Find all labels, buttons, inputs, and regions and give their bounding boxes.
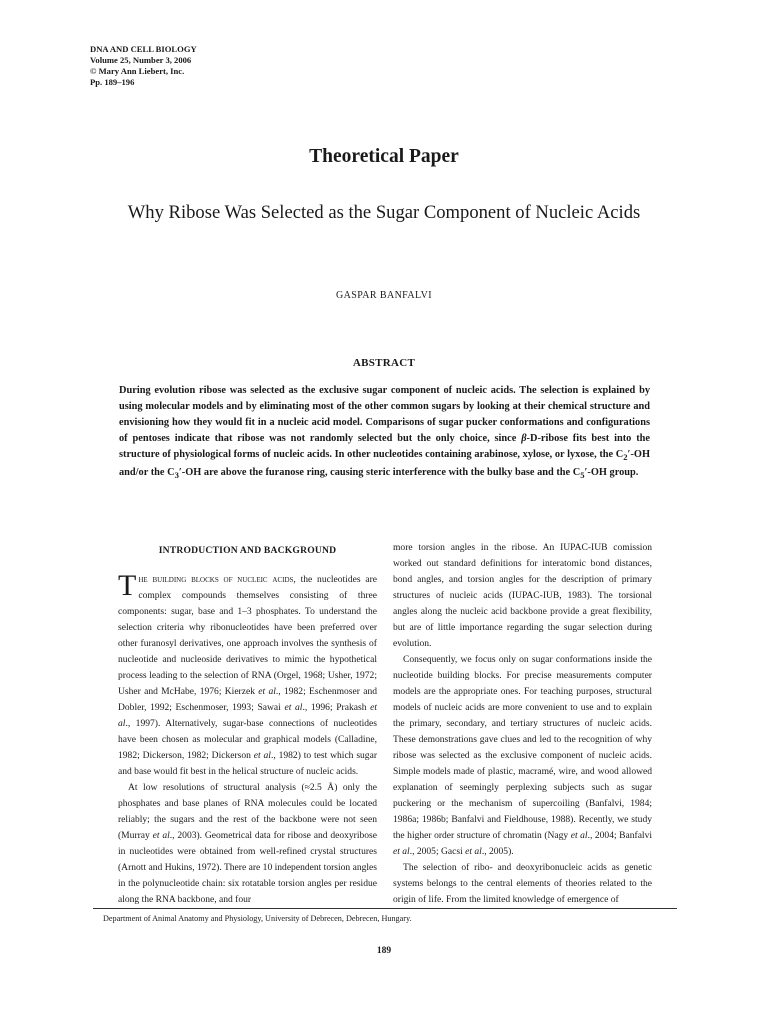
journal-header	[90, 44, 197, 88]
right-paragraph-2: Consequently, we focus only on sugar conformations inside the nucleotide building blocks. For precise measurements computer models are the appropriate ones. For teaching purposes, structural models of nucleic acids are more convenient to use and to explain the primary, secondary, and tertiary structures of nucleic acids. These demonstrations gave clues and led to the recognition of why ribose was selected as the exclusive component of nucleic acids. Simple models made of plastic, macramé, wire, and wood allowed explanation of seemingly perplexing subjects such as sugar puckering or the mechanism of supercoiling (Banfalvi, 1984; 1986a; 1986b; Banfalvi and Fieldhouse, 1988). Recently, we study the higher order structure of chromatin (Nagy et al., 2004; Banfalvi et al., 2005; Gacsi et al., 2005).	[393, 654, 653, 857]
abstract-heading: ABSTRACT	[352, 357, 416, 369]
journal-copyright: © Mary Ann Liebert, Inc.	[90, 66, 185, 76]
drop-cap: T	[118, 569, 137, 602]
paper-type: Theoretical Paper	[309, 146, 459, 167]
section-heading: INTRODUCTION AND BACKGROUND	[158, 545, 337, 556]
right-paragraph-1: more torsion angles in the ribose. An IUPAC-IUB comission worked out standard definitions for interatomic bond distances, bond angles, and torsion angles for the description of primary structures of nucleic acids (IUPAC-IUB, 1983). The torsional angles along the nucleic acid backbone provide a great flexibility, but are of little importance regarding the sugar selection during evolution.	[393, 542, 652, 649]
author-name: GASPAR BANFALVI	[336, 290, 432, 301]
affiliation-footnote: Department of Animal Anatomy and Physiology, University of Debrecen, Debrecen, Hungary.	[103, 914, 412, 923]
right-column	[393, 540, 652, 908]
journal-pages: Pp. 189–196	[90, 77, 135, 87]
abstract-text: During evolution ribose was selected as the exclusive sugar component of nucleic acids. The selection is explained by using molecular models and by eliminating most of the other common sugars by looking at their chemical structure and envisioning how they would fit in a nucleic acid model. Comparisons of sugar pucker conformations and configurations of pentoses indicate that ribose was not randomly selected but the only choice, since β-D-ribose fits best into the structure of physiological forms of nucleic acids. In other nucleotides containing arabinose, xylose, or lyxose, the $C_2'-OH$ and/or the $C_3'-OH$ are above the furanose ring, causing steric interference with the bulky base and the $C_5'-OH$ group.	[119, 385, 650, 481]
intro-paragraph-2: At low resolutions of structural analysis (≈2.5 Å) only the phosphates and base planes of RNA molecules could be located reliably; the sugars and the rest of the backbone were not seen (Murray et al., 2003). Geometrical data for ribose and deoxyribose in nucleotides were obtained from well-refined crystal structures (Arnott and Hukins, 1972). There are 10 independent torsion angles in the polynucleotide chain: six rotatable torsion angles per residue along the RNA backbone, and four	[118, 782, 378, 905]
right-paragraph-3: The selection of ribo- and deoxyribonucleic acids as genetic systems belongs to the central elements of theories related to the origin of life. From the limited knowledge of emergence of	[393, 862, 652, 905]
paper-title: Why Ribose Was Selected as the Sugar Component of Nucleic Acids	[127, 202, 641, 223]
intro-paragraph-1-text: , the nucleotides are complex compounds themselves consisting of three components: sugar, base and 1–3 phosphates. To understand the selection criteria why ribonucleotides have been preferred over other furanosyl derivatives, one approach involves the synthesis of nucleotide and nucleoside derivatives to mimic the hypothetical process leading to the selection of RNA (Orgel, 1968; Usher, 1972; Usher and McHabe, 1976; Kierzek et al., 1982; Eschenmoser and Dobler, 1992; Eschenmoser, 1993; Sawai et al., 1996; Prakash et al., 1997). Alternatively, sugar-base connections of nucleotides have been chosen as molecular and graphical models (Calladine, 1982; Dickerson, 1982; Dickerson et al., 1982) to test which sugar and base would fit best in the helical structure of nucleic acids.	[118, 574, 378, 777]
left-column	[118, 540, 377, 908]
lead-in-smallcaps: he building blocks of nucleic acids	[138, 574, 294, 585]
intro-paragraph-1	[118, 569, 378, 780]
page-number: 189	[376, 946, 392, 956]
footnote-divider	[93, 908, 677, 909]
journal-volume: Volume 25, Number 3, 2006	[90, 55, 192, 65]
journal-name: DNA AND CELL BIOLOGY	[90, 44, 197, 54]
